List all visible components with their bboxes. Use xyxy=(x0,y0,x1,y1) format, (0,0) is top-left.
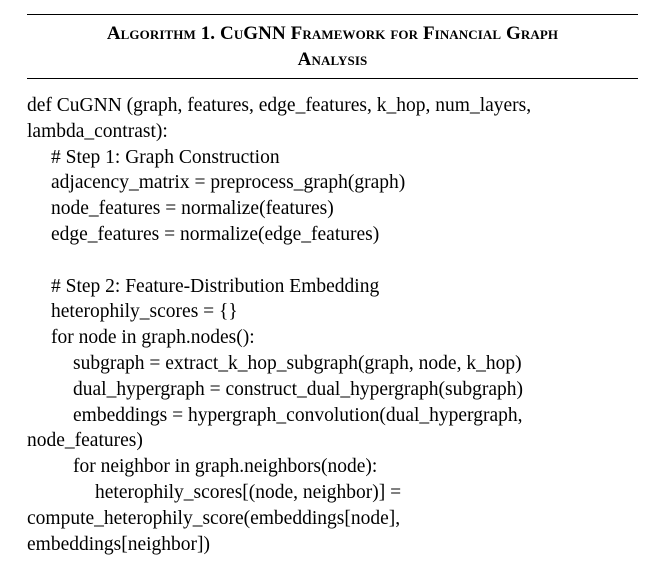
code-line: def CuGNN (graph, features, edge_features, k_hop, num_layers, xyxy=(27,95,532,116)
code-line: heterophily_scores = {} xyxy=(51,301,238,323)
code-line: for neighbor in graph.neighbors(node): xyxy=(73,456,378,478)
algorithm-title xyxy=(27,15,638,78)
code-line: node_features) xyxy=(27,430,143,452)
code-blank-line xyxy=(27,248,638,274)
algorithm-box xyxy=(27,14,638,557)
algorithm-title-line-1: Algorithm 1. CuGNN Framework for Financial Graph xyxy=(106,23,559,44)
code-line: heterophily_scores[(node, neighbor)] = xyxy=(95,481,402,503)
code-line: embeddings = hypergraph_convolution(dual_hypergraph, xyxy=(73,404,523,426)
code-comment: # Step 1: Graph Construction xyxy=(51,146,280,168)
code-comment: # Step 2: Feature-Distribution Embedding xyxy=(51,275,380,297)
code-line: embeddings[neighbor]) xyxy=(27,533,211,555)
title-rule xyxy=(27,78,638,79)
code-line: lambda_contrast): xyxy=(27,120,168,142)
code-block xyxy=(27,93,638,557)
code-line: edge_features = normalize(edge_features) xyxy=(51,223,380,245)
algorithm-title-line-2: Analysis xyxy=(297,49,368,70)
code-line: adjacency_matrix = preprocess_graph(graph) xyxy=(51,172,406,194)
code-line: for node in graph.nodes(): xyxy=(51,327,255,349)
code-line: dual_hypergraph = construct_dual_hypergraph(subgraph) xyxy=(73,378,523,400)
code-line: compute_heterophily_score(embeddings[node], xyxy=(27,507,401,529)
code-line: node_features = normalize(features) xyxy=(51,198,334,220)
code-line: subgraph = extract_k_hop_subgraph(graph, node, k_hop) xyxy=(73,352,522,374)
